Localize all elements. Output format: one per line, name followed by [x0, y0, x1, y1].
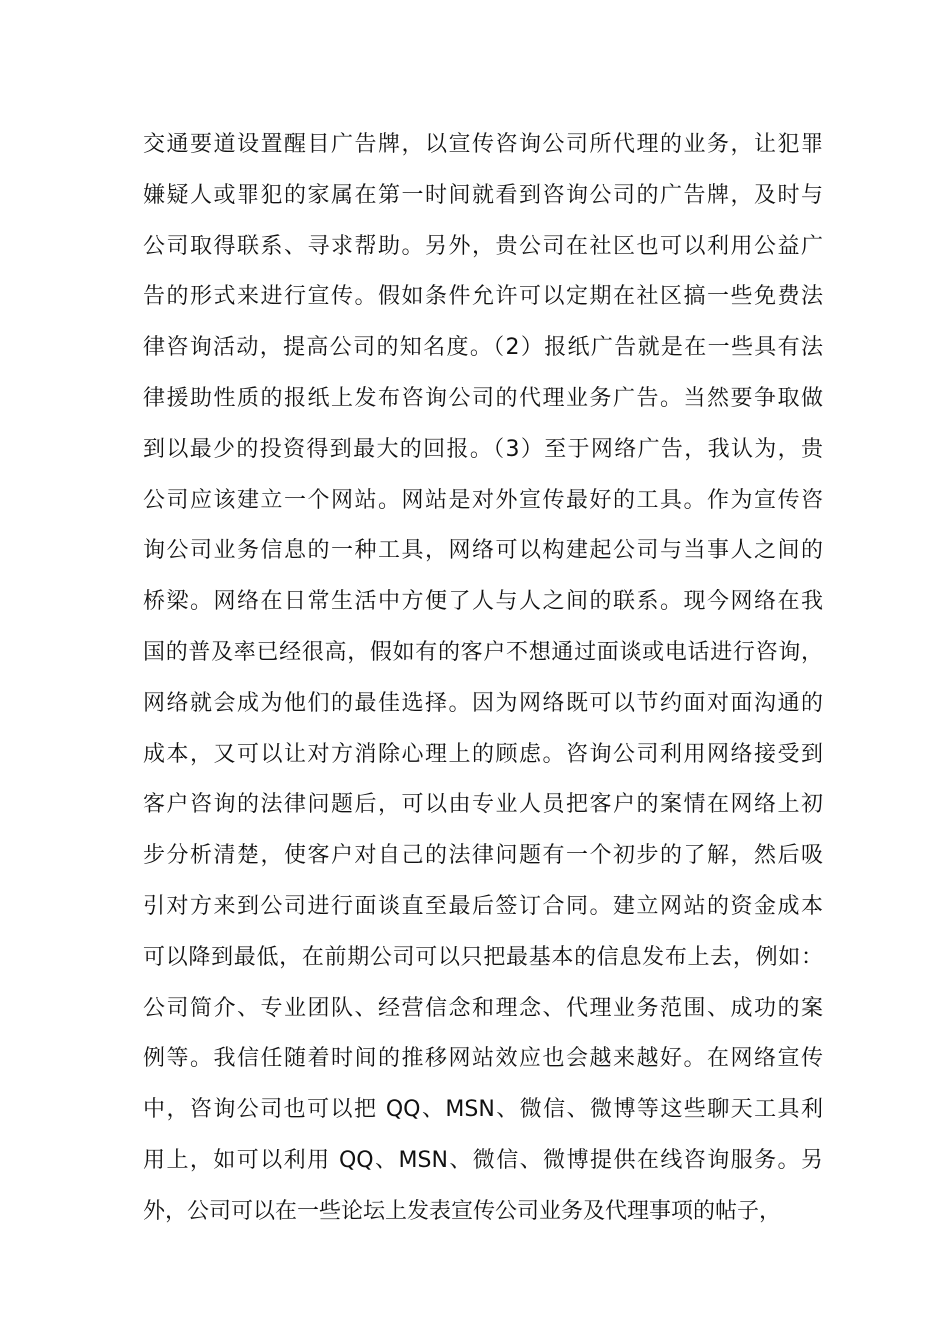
text-line: 中，咨询公司也可以把 QQ、MSN、微信、微博等这些聊天工具利: [143, 1097, 823, 1123]
text-line: 可以降到最低，在前期公司可以只把最基本的信息发布上去，例如：: [143, 944, 823, 970]
text-line: 律咨询活动，提高公司的知名度。（2）报纸广告就是在一些具有法: [143, 335, 823, 361]
text-line: 国的普及率已经很高，假如有的客户不想通过面谈或电话进行咨询，: [143, 639, 823, 665]
text-line: 引对方来到公司进行面谈直至最后签订合同。建立网站的资金成本: [143, 893, 823, 919]
text-line: 外，公司可以在一些论坛上发表宣传公司业务及代理事项的帖子，: [143, 1198, 782, 1224]
body-paragraph: [143, 120, 823, 1238]
text-line: 公司简介、专业团队、经营信念和理念、代理业务范围、成功的案: [143, 995, 823, 1021]
text-line: 公司取得联系、寻求帮助。另外，贵公司在社区也可以利用公益广: [143, 233, 823, 259]
text-line: 成本，又可以让对方消除心理上的顾虑。咨询公司利用网络接受到: [143, 741, 823, 767]
text-line: 例等。我信任随着时间的推移网站效应也会越来越好。在网络宣传: [143, 1046, 823, 1072]
text-line: 到以最少的投资得到最大的回报。（3）至于网络广告，我认为，贵: [143, 436, 823, 462]
text-line: 步分析清楚，使客户对自己的法律问题有一个初步的了解，然后吸: [143, 843, 823, 869]
text-line: 交通要道设置醒目广告牌，以宣传咨询公司所代理的业务，让犯罪: [143, 132, 823, 157]
text-line: 用上，如可以利用 QQ、MSN、微信、微博提供在线咨询服务。另: [143, 1147, 823, 1173]
text-line: 询公司业务信息的一种工具，网络可以构建起公司与当事人之间的: [143, 538, 823, 564]
text-line: 网络就会成为他们的最佳选择。因为网络既可以节约面对面沟通的: [143, 690, 823, 716]
text-line: 客户咨询的法律问题后，可以由专业人员把客户的案情在网络上初: [143, 792, 823, 818]
text-line: 桥梁。网络在日常生活中方便了人与人之间的联系。现今网络在我: [143, 589, 823, 615]
text-line: 告的形式来进行宣传。假如条件允许可以定期在社区搞一些免费法: [143, 284, 823, 310]
text-line: 公司应该建立一个网站。网站是对外宣传最好的工具。作为宣传咨: [143, 487, 823, 513]
text-line: 律援助性质的报纸上发布咨询公司的代理业务广告。当然要争取做: [143, 385, 823, 411]
text-line: 嫌疑人或罪犯的家属在第一时间就看到咨询公司的广告牌，及时与: [143, 182, 823, 208]
